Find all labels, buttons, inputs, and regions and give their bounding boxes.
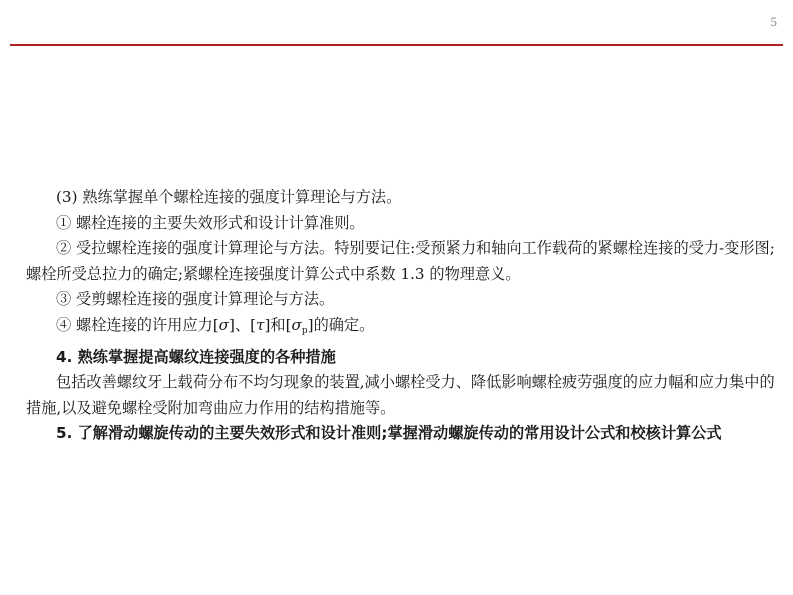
sub-item-4-mid1: ]、[: [229, 315, 257, 334]
sigma-symbol: σ: [218, 315, 230, 334]
sub-item-4-prefix: ④ 螺栓连接的许用应力[: [56, 315, 219, 334]
paragraph-4: 包括改善螺纹牙上载荷分布不均匀现象的装置,减小螺栓受力、降低影响螺栓疲劳强度的应力幅和应力集中的措施,以及避免螺栓受附加弯曲应力作用的结构措施等。: [26, 373, 775, 417]
heading-4: 4. 熟练掌握提高螺纹连接强度的各种措施: [56, 347, 336, 366]
item-3-line: (3) 熟练掌握单个螺栓连接的强度计算理论与方法。: [56, 188, 402, 206]
sub-item-1: ① 螺栓连接的主要失效形式和设计计算准则。: [56, 213, 365, 232]
sub-item-3: ③ 受剪螺栓连接的强度计算理论与方法。: [56, 290, 335, 309]
sub-item-4-suffix: ]的确定。: [307, 315, 375, 334]
header-rule: [10, 44, 783, 46]
tau-symbol: τ: [256, 315, 265, 334]
sub-item-2: ② 受拉螺栓连接的强度计算理论与方法。特别要记住:受预紧力和轴向工作载荷的紧螺栓连接的受力-变形图;螺栓所受总拉力的确定;紧螺栓连接强度计算公式中系数 1.3 的物理意义。: [26, 239, 775, 283]
sub-item-4: [26, 313, 778, 345]
sub-item-4-mid2: ]和[: [264, 315, 292, 334]
heading-5: 5. 了解滑动螺旋传动的主要失效形式和设计准则;掌握滑动螺旋传动的常用设计公式和校核计算公式: [56, 424, 722, 443]
sigma-p-subscript: p: [301, 325, 308, 336]
document-body: [26, 185, 778, 447]
sigma-p-symbol: σ: [291, 315, 302, 334]
page-number: 5: [770, 14, 777, 29]
